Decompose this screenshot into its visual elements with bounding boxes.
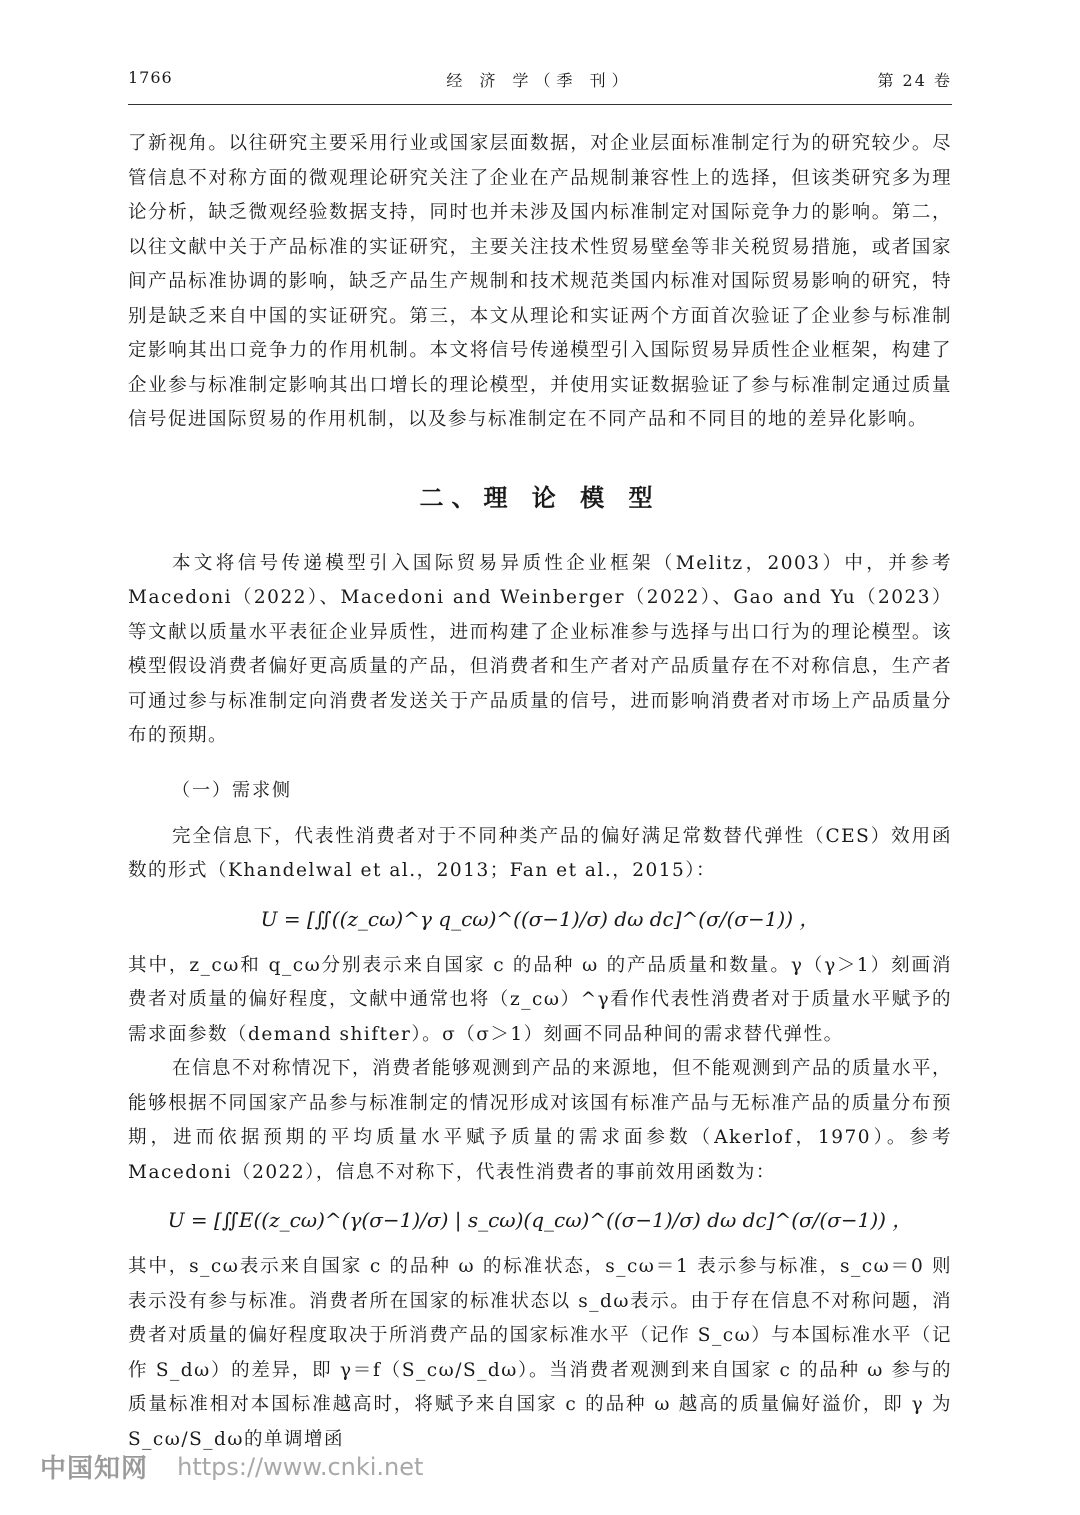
header-rule bbox=[128, 104, 952, 105]
intro-paragraph: 了新视角。以往研究主要采用行业或国家层面数据，对企业层面标准制定行为的研究较少。尽管信息不对称方面的微观理论研究关注了企业在产品规制兼容性上的选择，但该类研究多为理论分析，缺乏微观经验数据支持，同时也并未涉及国内标准制定对国际竞争力的影响。第二，以往文献中关于产品标准的实证研究，主要关注技术性贸易壁垒等非关税贸易措施，或者国家间产品标准协调的影响，缺乏产品生产规制和技术规范类国内标准对国际贸易影响的研究，特别是缺乏来自中国的实证研究。第三，本文从理论和实证两个方面首次验证了企业参与标准制定影响其出口竞争力的作用机制。本文将信号传递模型引入国际贸易异质性企业框架，构建了企业参与标准制定影响其出口增长的理论模型，并使用实证数据验证了参与标准制定通过质量信号促进国际贸易的作用机制，以及参与标准制定在不同产品和不同目的地的差异化影响。 bbox=[128, 133, 952, 430]
volume-label: 第 24 卷 bbox=[877, 71, 952, 90]
equation-explanation-paragraph: 其中，z_cω和 q_cω分别表示来自国家 c 的品种 ω 的产品质量和数量。γ（γ＞1）刻画消费者对质量的偏好程度，文献中通常也将（z_cω）^γ看作代表性消费者对于质量水平赋予的需求面参数（demand shifter）。σ（σ＞1）刻画不同品种间的需求替代弹性。 bbox=[128, 954, 952, 1045]
asymmetric-info-paragraph: 在信息不对称情况下，消费者能够观测到产品的来源地，但不能观测到产品的质量水平，能够根据不同国家产品参与标准制定的情况形成对该国有标准产品与无标准产品的质量分布预期，进而依据预期的平均质量水平赋予质量的需求面参数（Akerlof，1970）。参考 Macedoni（2022），信息不对称下，代表性消费者的事前效用函数为： bbox=[128, 1058, 953, 1183]
equation-ces-utility: U = [∬((z_cω)^γ q_cω)^((σ−1)/σ) dω dc]^(σ/(σ−1)) ， bbox=[260, 906, 820, 931]
demand-paragraph: 完全信息下，代表性消费者对于不同种类产品的偏好满足常数替代弹性（CES）效用函数的形式（Khandelwal et al.，2013；Fan et al.，2015）： bbox=[128, 825, 952, 881]
equation-ex-ante-utility: U = [∬E((z_cω)^(γ(σ−1)/σ) | s_cω)(q_cω)^((σ−1)/σ) dω dc]^(σ/(σ−1)) ， bbox=[167, 1208, 913, 1232]
subsection-title: （一）需求侧 bbox=[172, 779, 292, 801]
section-title: 二、理 论 模 型 bbox=[419, 482, 661, 512]
watermark bbox=[40, 1448, 423, 1488]
standard-status-paragraph: 其中，s_cω表示来自国家 c 的品种 ω 的标准状态，s_cω＝1 表示参与标准，s_cω＝0 则表示没有参与标准。消费者所在国家的标准状态以 s_dω表示。由于存在信息不对称问题，消费者对质量的偏好程度取决于所消费产品的国家标准水平（记作 S_cω）与本国标准水平（记作 S_dω）的差异，即 γ＝f（S_cω/S_dω）。当消费者观测到来自国家 c 的品种 ω 参与的质量标准相对本国标准越高时，将赋予来自国家 c 的品种 ω 越高的质量偏好溢价，即 γ 为S_cω/S_dω的单调增函 bbox=[128, 1256, 952, 1450]
running-header bbox=[128, 68, 952, 100]
cnki-url: https://www.cnki.net bbox=[177, 1452, 424, 1481]
page-number: 1766 bbox=[128, 68, 173, 87]
cnki-logo: 中国知网 bbox=[40, 1454, 149, 1484]
model-paragraph: 本文将信号传递模型引入国际贸易异质性企业框架（Melitz，2003）中，并参考 Macedoni（2022）、Macedoni and Weinberger（2022）、Gao and Yu（2023）等文献以质量水平表征企业异质性，进而构建了企业标准参与选择与出口行为的理论模型。该模型假设消费者偏好更高质量的产品，但消费者和生产者对产品质量存在不对称信息，生产者可通过参与标准制定向消费者发送关于产品质量的信号，进而影响消费者对市场上产品质量分布的预期。 bbox=[128, 552, 952, 746]
journal-title: 经 济 学（季 刊） bbox=[446, 71, 634, 90]
article-body bbox=[128, 127, 952, 1457]
